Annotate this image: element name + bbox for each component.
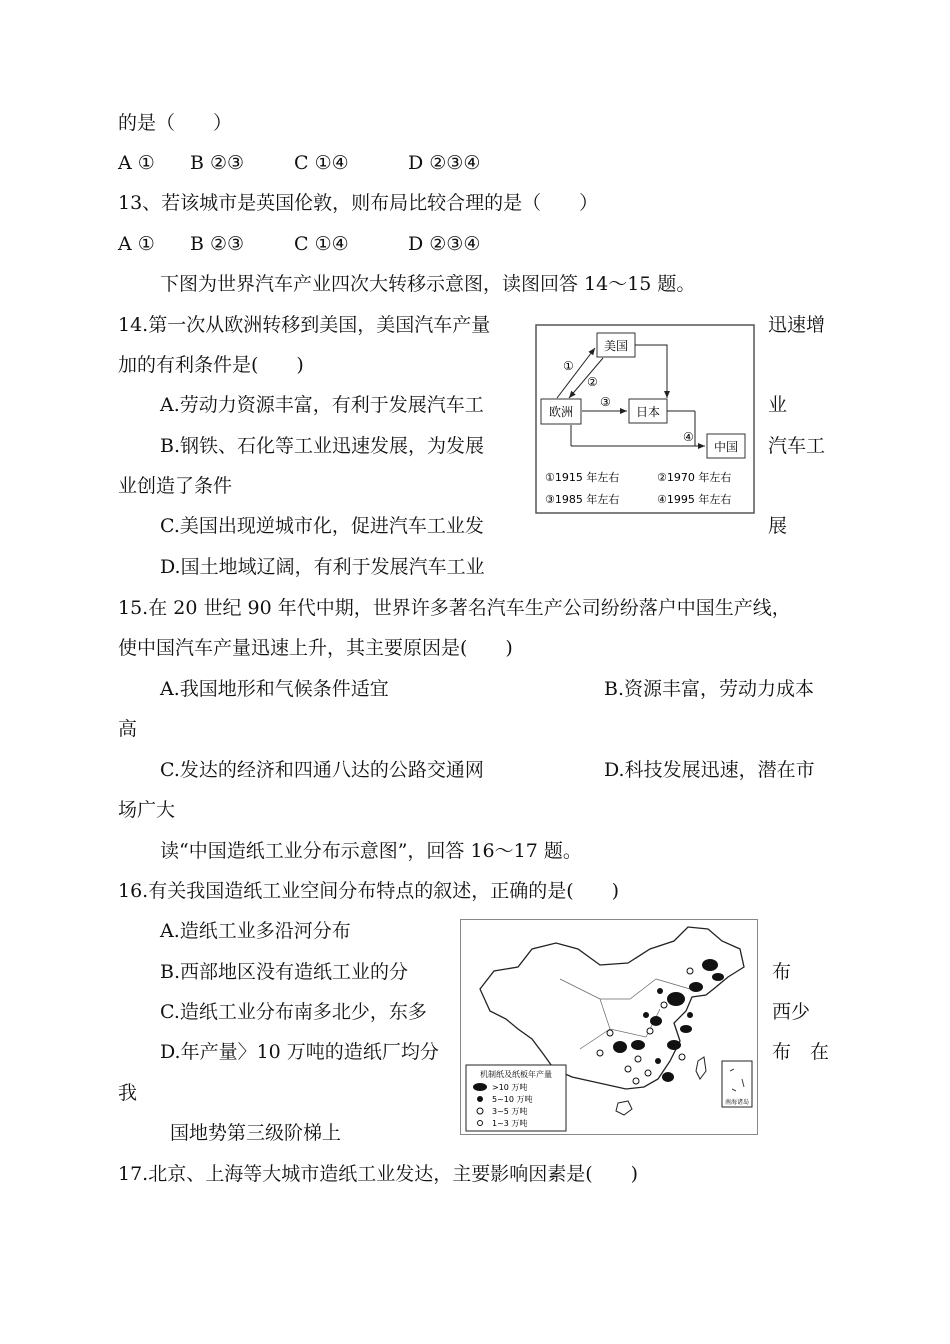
q12-stem-tail: 的是（ ）: [118, 112, 233, 134]
q15-option-a: A.我国地形和气候条件适宜: [160, 678, 389, 700]
dot-small: [645, 1070, 651, 1076]
q12-option-c: C ①④: [294, 152, 349, 174]
legend-symbol-large: [473, 1083, 487, 1091]
dot-large: [613, 1041, 627, 1053]
q14-stem-line1: 14.第一次从欧洲转移到美国，美国汽车产量: [118, 314, 491, 336]
q16-option-c-end: 西少: [772, 1001, 811, 1023]
q13-option-d: D ②③④: [408, 233, 481, 255]
dot-large: [662, 1072, 674, 1082]
dot-medium: [655, 1058, 661, 1064]
dot-small: [661, 1002, 667, 1008]
q14-stem-line2: 加的有利条件是( ): [118, 354, 304, 376]
legend-1915: ①1915 年左右: [545, 471, 620, 484]
legend-1970: ②1970 年左右: [657, 471, 732, 484]
paper-industry-map: [460, 919, 758, 1135]
q16-option-a: A.造纸工业多沿河分布: [160, 920, 351, 942]
legend-symbol-small: [477, 1108, 483, 1114]
node-usa: 美国: [603, 339, 629, 353]
dot-medium: [643, 1012, 649, 1018]
auto-transfer-diagram: [535, 324, 755, 514]
q13-option-b: B ②③: [190, 233, 245, 255]
node-europe: 欧洲: [548, 405, 574, 419]
q17-stem: 17.北京、上海等大城市造纸工业发达，主要影响因素是( ): [118, 1163, 639, 1185]
dot-medium: [657, 988, 663, 994]
dot-small: [633, 1078, 639, 1084]
dot-small: [597, 1050, 603, 1056]
q14-option-b-end: 汽车工: [768, 435, 826, 457]
q15-option-c: C.发达的经济和四通八达的公路交通网: [160, 759, 484, 781]
map-legend-1: >10 万吨: [492, 1083, 528, 1092]
dot-large: [689, 982, 703, 992]
q15-option-b: B.资源丰富，劳动力成本: [604, 678, 815, 700]
dot-large: [667, 992, 685, 1006]
label-n1: ①: [563, 359, 574, 373]
q16-option-d-end: 布 在: [772, 1041, 830, 1063]
q12-option-b: B ②③: [190, 152, 245, 174]
legend-1995: ④1995 年左右: [657, 493, 732, 506]
q12-option-a: A ①: [118, 152, 155, 174]
q14-option-c-end: 展: [768, 515, 788, 537]
dot-large: [702, 959, 718, 971]
legend-symbol-medium: [477, 1096, 483, 1102]
map-legend-title: 机制纸及纸板年产量: [480, 1070, 552, 1079]
intro-auto-industry: 下图为世界汽车产业四次大转移示意图，读图回答 14～15 题。: [160, 273, 696, 295]
dot-small: [647, 1028, 653, 1034]
node-japan: 日本: [635, 405, 661, 419]
dot-small: [687, 968, 693, 974]
q15-option-d: D.科技发展迅速，潜在市: [604, 759, 815, 781]
q14-option-b: B.钢铁、石化等工业迅速发展，为发展: [160, 435, 485, 457]
dot-small: [607, 1030, 613, 1036]
dot-medium: [687, 1012, 693, 1018]
q12-options: [118, 151, 480, 175]
map-legend-4: 1~3 万吨: [492, 1119, 528, 1128]
dot-large: [667, 1040, 681, 1050]
intro-paper-industry: 读“中国造纸工业分布示意图”，回答 16～17 题。: [160, 840, 582, 862]
legend-1985: ③1985 年左右: [545, 493, 620, 506]
q16-stem: 16.有关我国造纸工业空间分布特点的叙述，正确的是( ): [118, 880, 620, 902]
label-n2: ②: [587, 375, 598, 389]
legend-symbol-tiny: [478, 1121, 483, 1126]
dot-large: [631, 1040, 645, 1050]
dot-large: [650, 1016, 662, 1026]
dot-large: [712, 973, 724, 981]
map-legend-3: 3~5 万吨: [492, 1107, 528, 1116]
q14-option-b-cont: 业创造了条件: [118, 475, 233, 497]
dot-small: [625, 1066, 631, 1072]
inset-label: 南海诸岛: [724, 1099, 750, 1106]
map-legend-2: 5~10 万吨: [492, 1095, 533, 1104]
q14-option-a: A.劳动力资源丰富，有利于发展汽车工: [160, 394, 484, 416]
q16-option-b: B.西部地区没有造纸工业的分: [160, 961, 409, 983]
q16-option-b-end: 布: [772, 961, 792, 983]
q13-option-c: C ①④: [294, 233, 349, 255]
node-china: 中国: [713, 440, 739, 454]
q14-option-d: D.国土地域辽阔，有利于发展汽车工业: [160, 556, 485, 578]
label-n3: ③: [600, 395, 611, 409]
q13-stem: 13、若该城市是英国伦敦，则布局比较合理的是（ ）: [118, 192, 599, 214]
dot-small: [635, 1056, 641, 1062]
q13-option-a: A ①: [118, 233, 155, 255]
dot-large: [680, 1025, 692, 1033]
q15-option-b-cont: 高: [118, 718, 138, 740]
q14-option-a-end: 业: [768, 394, 788, 416]
q14-stem-line1-end: 迅速增: [768, 314, 826, 336]
q16-option-d-cont1: 我: [118, 1082, 138, 1104]
dot-small: [679, 1054, 685, 1060]
q16-option-d-cont2: 国地势第三级阶梯上: [170, 1122, 342, 1144]
q12-option-d: D ②③④: [408, 152, 481, 174]
q15-stem-line2: 使中国汽车产量迅速上升，其主要原因是( ): [118, 637, 513, 659]
q16-option-c: C.造纸工业分布南多北少，东多: [160, 1001, 427, 1023]
q13-options: [118, 232, 480, 256]
q15-option-d-cont: 场广大: [118, 799, 176, 821]
q14-option-c: C.美国出现逆城市化，促进汽车工业发: [160, 515, 484, 537]
q16-option-d: D.年产量〉10 万吨的造纸厂均分: [160, 1041, 439, 1063]
label-n4: ④: [683, 430, 694, 444]
q15-stem-line1: 15.在 20 世纪 90 年代中期，世界许多著名汽车生产公司纷纷落户中国生产线，: [118, 597, 791, 619]
